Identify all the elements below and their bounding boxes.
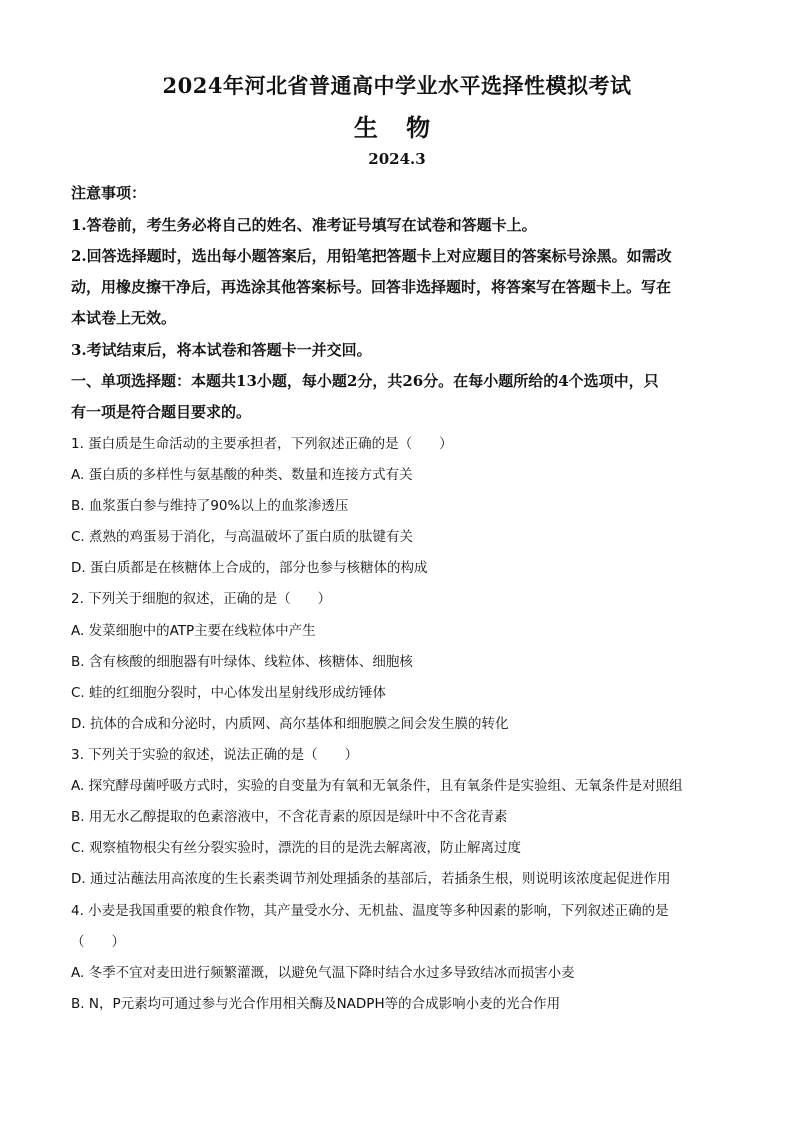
question-1-option-d: D. 蛋白质都是在核糖体上合成的，部分也参与核糖体的构成 <box>71 560 428 576</box>
exam-date: 2024.3 <box>368 150 426 168</box>
question-3-option-d: D. 通过沾蘸法用高浓度的生长素类调节剂处理插条的基部后，若插条生根，则说明该浓度起促进作用 <box>71 871 671 887</box>
notice-item-2-line-3: 本试卷上无效。 <box>71 309 177 327</box>
notice-item-2-line-1: 2.回答选择题时，选出每小题答案后，用铅笔把答题卡上对应题目的答案标号涂黑。如需改 <box>71 247 672 265</box>
question-4-stem-line-2: （ ） <box>71 934 125 950</box>
question-3-option-b: B. 用无水乙醇提取的色素溶液中，不含花青素的原因是绿叶中不含花青素 <box>71 809 508 825</box>
question-3-option-a: A. 探究酵母菌呼吸方式时，实验的自变量为有氧和无氧条件，且有氧条件是实验组、无氧条件是对照组 <box>71 778 683 794</box>
section-heading-line-1: 一、单项选择题：本题共13小题，每小题2分，共26分。在每小题所给的4个选项中，只 <box>71 372 659 390</box>
question-4-option-a: A. 冬季不宜对麦田进行频繁灌溉，以避免气温下降时结合水过多导致结冰而损害小麦 <box>71 965 575 981</box>
question-1-option-a: A. 蛋白质的多样性与氨基酸的种类、数量和连接方式有关 <box>71 467 413 483</box>
question-2-option-d: D. 抗体的合成和分泌时，内质网、高尔基体和细胞膜之间会发生膜的转化 <box>71 716 509 732</box>
question-3-option-c: C. 观察植物根尖有丝分裂实验时，漂洗的目的是洗去解离液，防止解离过度 <box>71 840 522 856</box>
notice-heading: 注意事项： <box>71 184 147 202</box>
question-1-option-b: B. 血浆蛋白参与维持了90%以上的血浆渗透压 <box>71 498 349 514</box>
section-heading-line-2: 有一项是符合题目要求的。 <box>71 403 252 421</box>
question-3-stem: 3. 下列关于实验的叙述，说法正确的是（ ） <box>71 747 359 763</box>
question-1-option-c: C. 煮熟的鸡蛋易于消化，与高温破坏了蛋白质的肽键有关 <box>71 529 414 545</box>
notice-item-3: 3.考试结束后，将本试卷和答题卡一并交回。 <box>71 341 372 359</box>
question-2-option-c: C. 蛙的红细胞分裂时，中心体发出星射线形成纺锤体 <box>71 685 387 701</box>
question-2-option-b: B. 含有核酸的细胞器有叶绿体、线粒体、核糖体、细胞核 <box>71 654 413 670</box>
exam-title: 2024年河北省普通高中学业水平选择性模拟考试 <box>162 73 632 98</box>
question-2-stem: 2. 下列关于细胞的叙述，正确的是（ ） <box>71 591 332 607</box>
question-2-option-a: A. 发菜细胞中的ATP主要在线粒体中产生 <box>71 623 316 639</box>
question-4-option-b: B. N，P元素均可通过参与光合作用相关酶及NADPH等的合成影响小麦的光合作用 <box>71 996 561 1012</box>
question-4-stem-line-1: 4. 小麦是我国重要的粮食作物，其产量受水分、无机盐、温度等多种因素的影响，下列叙述正确的是 <box>71 903 669 919</box>
subject-title: 生 物 <box>353 113 441 142</box>
notice-item-1: 1.答卷前，考生务必将自己的姓名、准考证号填写在试卷和答题卡上。 <box>71 216 537 234</box>
notice-item-2-line-2: 动，用橡皮擦干净后，再选涂其他答案标号。回答非选择题时，将答案写在答题卡上。写在 <box>71 278 672 296</box>
question-1-stem: 1. 蛋白质是生命活动的主要承担者，下列叙述正确的是（ ） <box>71 436 453 452</box>
